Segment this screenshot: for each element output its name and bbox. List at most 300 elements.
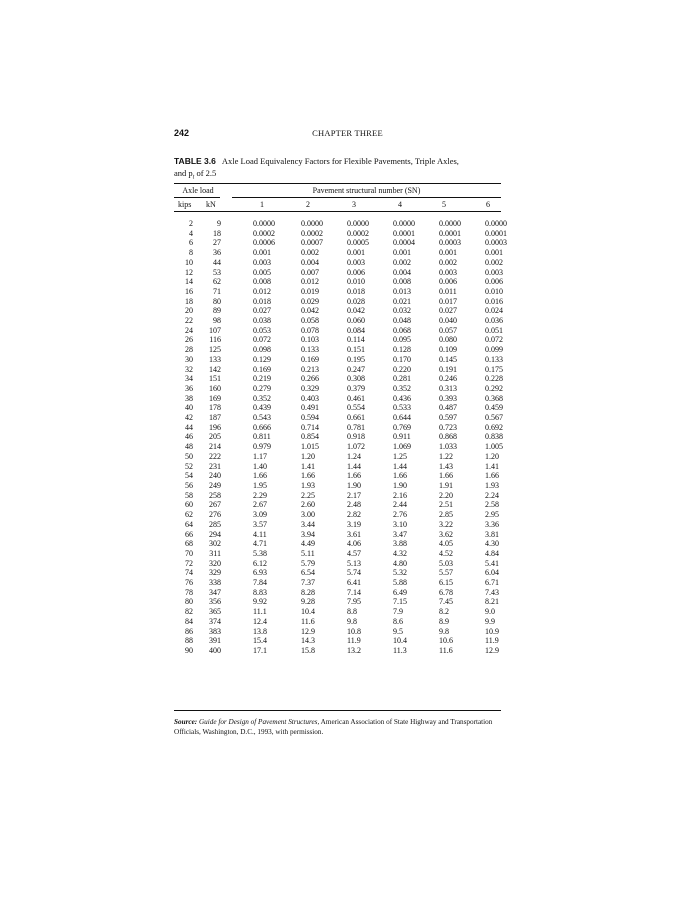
table-cell: 0.0000 [253,219,275,228]
table-cell: 3.22 [439,519,453,529]
table-cell: 107 [209,325,221,335]
table-cell: 0.979 [253,442,271,452]
table-cell: 3.36 [485,519,499,529]
table-cell: 133 [209,354,221,364]
table-cell: 7.84 [253,578,267,588]
table-cell: 5.79 [301,558,315,568]
table-cell: 3.88 [393,539,407,549]
table-row [174,268,531,278]
table-cell: 0.018 [347,286,365,296]
table-cell: 26 [185,335,193,345]
table-cell: 0.006 [347,267,365,277]
table-cell: 10.9 [485,626,499,636]
table-cell: 44 [213,257,221,267]
table-cell: 0.001 [347,248,365,258]
table-cell: 9.28 [301,597,315,607]
table-cell: 5.88 [393,578,407,588]
table-cell: 0.0002 [253,228,275,238]
table-cell: 0.692 [485,422,503,432]
table-cell: 2.20 [439,490,453,500]
table-cell: 7.95 [347,597,361,607]
table-cell: 0.019 [301,286,319,296]
table-cell: 160 [209,383,221,393]
table-row [174,287,531,297]
table-cell: 0.072 [253,335,271,345]
table-cell: 169 [209,393,221,403]
table-cell: 0.005 [253,267,271,277]
table-cell: 1.44 [393,461,407,471]
table-cell: 7.14 [347,587,361,597]
table-cell: 0.001 [485,248,503,258]
table-row [174,413,531,423]
table-cell: 9.0 [485,607,495,617]
table-cell: 6.41 [347,578,361,588]
table-cell: 0.769 [393,422,411,432]
table-cell: 0.080 [439,335,457,345]
table-cell: 1.66 [485,471,499,481]
caption-line2-prefix: and p [174,168,193,178]
table-cell: 320 [209,558,221,568]
table-cell: 0.0004 [393,238,415,248]
table-cell: 4.52 [439,548,453,558]
table-cell: 2.76 [393,510,407,520]
table-cell: 0.078 [301,325,319,335]
table-cell: 0.313 [439,383,457,393]
table-cell: 6.71 [485,578,499,588]
table-cell: 90 [185,645,193,655]
sn-rule [232,197,501,198]
table-row [174,462,531,472]
table-cell: 8.8 [347,607,357,617]
table-cell: 34 [185,374,193,384]
table-cell: 13.8 [253,626,267,636]
table-cell: 3.00 [301,510,315,520]
table-cell: 0.911 [393,432,411,442]
table-cell: 0.114 [347,335,365,345]
table-cell: 338 [209,578,221,588]
header-bottom-rule [174,211,501,212]
table-cell: 0.0005 [347,238,369,248]
table-cell: 6.54 [301,568,315,578]
table-cell: 1.033 [439,442,457,452]
table-cell: 0.048 [393,316,411,326]
table-cell: 0.292 [485,383,503,393]
table-cell: 0.918 [347,432,365,442]
table-cell: 0.027 [253,306,271,316]
table-cell: 42 [185,413,193,423]
table-cell: 0.008 [253,277,271,287]
table-cell: 8.83 [253,587,267,597]
table-cell: 2.51 [439,500,453,510]
table-cell: 71 [213,286,221,296]
column-header-sn3: 3 [352,200,356,209]
table-cell: 62 [185,510,193,520]
table-cell: 4.49 [301,539,315,549]
table-cell: 125 [209,345,221,355]
table-cell: 0.128 [393,345,411,355]
table-cell: 1.40 [253,461,267,471]
table-cell: 0.002 [439,257,457,267]
table-cell: 44 [185,422,193,432]
table-cell: 0.032 [393,306,411,316]
table-cell: 12 [185,267,193,277]
table-cell: 58 [185,490,193,500]
table-cell: 0.010 [485,286,503,296]
table-cell: 0.213 [301,364,319,374]
table-cell: 0.012 [301,277,319,287]
table-cell: 56 [185,480,193,490]
table-row [174,335,531,345]
table-cell: 15.4 [253,636,267,646]
table-cell: 0.008 [393,277,411,287]
table-cell: 3.61 [347,529,361,539]
table-cell: 2.17 [347,490,361,500]
table-row [174,559,531,569]
table-cell: 11.1 [253,607,267,617]
table-cell: 0.006 [439,277,457,287]
table-cell: 142 [209,364,221,374]
table-cell: 0.051 [485,325,503,335]
table-cell: 311 [209,548,221,558]
table-cell: 66 [185,529,193,539]
table-cell: 0.0001 [393,228,415,238]
table-cell: 258 [209,490,221,500]
table-cell: 1.41 [485,461,499,471]
table-row [174,277,531,287]
table-row [174,316,531,326]
table-cell: 391 [209,636,221,646]
table-cell: 0.594 [301,413,319,423]
table-cell: 10.4 [393,636,407,646]
table-cell: 74 [185,568,193,578]
table-caption [174,155,504,184]
table-cell: 11.3 [393,645,407,655]
table-cell: 1.90 [393,480,407,490]
table-cell: 1.20 [301,451,315,461]
table-cell: 11.6 [301,616,315,626]
table-cell: 7.9 [393,607,403,617]
table-cell: 22 [185,316,193,326]
table-cell: 0.195 [347,354,365,364]
table-cell: 0.403 [301,393,319,403]
table-cell: 0.057 [439,325,457,335]
table-cell: 0.151 [347,345,365,355]
table-cell: 1.66 [253,471,267,481]
table-row [174,617,531,627]
table-row [174,510,531,520]
table-row [174,384,531,394]
table-cell: 10.8 [347,626,361,636]
table-cell: 1.24 [347,451,361,461]
table-cell: 62 [213,277,221,287]
table-cell: 10.4 [301,607,315,617]
table-cell: 356 [209,597,221,607]
table-row [174,326,531,336]
table-cell: 0.487 [439,403,457,413]
table-row [174,238,531,248]
table-cell: 0.811 [253,432,271,442]
table-cell: 4 [189,228,193,238]
table-cell: 0.072 [485,335,503,345]
table-cell: 9.5 [393,626,403,636]
table-cell: 0.004 [393,267,411,277]
table-cell: 88 [185,636,193,646]
table-row [174,607,531,617]
table-cell: 302 [209,539,221,549]
table-cell: 3.57 [253,519,267,529]
table-cell: 0.461 [347,393,365,403]
table-cell: 0.0007 [301,238,323,248]
table-row [174,423,531,433]
table-row [174,258,531,268]
table-cell: 0.053 [253,325,271,335]
table-row [174,597,531,607]
source-title: Guide for Design of Pavement Structures, [198,718,320,726]
table-cell: 0.003 [253,257,271,267]
table-cell: 0.329 [301,383,319,393]
table-cell: 3.62 [439,529,453,539]
table-cell: 0.393 [439,393,457,403]
table-cell: 3.10 [393,519,407,529]
table-cell: 0.016 [485,296,503,306]
table-cell: 0.0000 [485,219,507,228]
table-cell: 0.661 [347,413,365,423]
table-row [174,297,531,307]
table-cell: 40 [185,403,193,413]
table-cell: 0.002 [393,257,411,267]
table-cell: 151 [209,374,221,384]
table-cell: 0.723 [439,422,457,432]
table-cell: 36 [185,383,193,393]
table-cell: 0.129 [253,354,271,364]
table-cell: 0.018 [253,296,271,306]
table-cell: 0.459 [485,403,503,413]
table-cell: 1.015 [301,442,319,452]
table-cell: 17.1 [253,645,267,655]
table-cell: 0.012 [253,286,271,296]
table-cell: 5.57 [439,568,453,578]
table-cell: 294 [209,529,221,539]
table-row [174,374,531,384]
table-cell: 0.838 [485,432,503,442]
table-cell: 1.41 [301,461,315,471]
table-cell: 18 [213,228,221,238]
table-cell: 0.352 [253,393,271,403]
table-cell: 0.191 [439,364,457,374]
table-cell: 0.352 [393,383,411,393]
table-cell: 8.2 [439,607,449,617]
table-cell: 8.21 [485,597,499,607]
table-cell: 0.0001 [485,228,507,238]
table-cell: 4.05 [439,539,453,549]
table-row [174,365,531,375]
table-cell: 0.0003 [439,238,461,248]
table-cell: 0.219 [253,374,271,384]
table-cell: 1.93 [485,480,499,490]
table-cell: 80 [213,296,221,306]
table-cell: 0.0000 [347,219,369,228]
table-cell: 1.90 [347,480,361,490]
table-cell: 18 [185,296,193,306]
table-cell: 1.069 [393,442,411,452]
table-cell: 0.013 [393,286,411,296]
table-row [174,471,531,481]
table-cell: 11.9 [347,636,361,646]
table-cell: 7.43 [485,587,499,597]
table-cell: 4.30 [485,539,499,549]
table-cell: 1.93 [301,480,315,490]
table-cell: 7.15 [393,597,407,607]
table-cell: 1.005 [485,442,503,452]
table-cell: 3.09 [253,510,267,520]
table-cell: 0.001 [253,248,271,258]
table-cell: 46 [185,432,193,442]
table-cell: 12.9 [485,645,499,655]
table-cell: 0.0000 [393,219,415,228]
table-cell: 2.44 [393,500,407,510]
table-cell: 38 [185,393,193,403]
column-header-kn: kN [206,200,216,209]
table-cell: 82 [185,607,193,617]
table-cell: 400 [209,645,221,655]
table-cell: 0.0006 [253,238,275,248]
table-cell: 231 [209,461,221,471]
table-cell: 0.002 [485,257,503,267]
table-cell: 4.32 [393,548,407,558]
column-header-sn1: 1 [260,200,264,209]
table-cell: 0.109 [439,345,457,355]
table-cell: 0.006 [485,277,503,287]
column-header-sn5: 5 [442,200,446,209]
table-cell: 0.228 [485,374,503,384]
table-cell: 0.029 [301,296,319,306]
table-row [174,481,531,491]
table-row [174,452,531,462]
table-cell: 3.44 [301,519,315,529]
table-cell: 0.042 [301,306,319,316]
table-cell: 178 [209,403,221,413]
table-row [174,646,531,656]
table-row [174,627,531,637]
table-cell: 2.29 [253,490,267,500]
table-cell: 54 [185,471,193,481]
table-cell: 2.48 [347,500,361,510]
table-cell: 0.644 [393,413,411,423]
table-cell: 14 [185,277,193,287]
column-header-sn2: 2 [306,200,310,209]
table-cell: 0.169 [253,364,271,374]
table-cell: 6.12 [253,558,267,568]
table-cell: 1.91 [439,480,453,490]
sn-header: Pavement structural number (SN) [312,186,421,195]
table-cell: 11.6 [439,645,453,655]
table-cell: 0.0001 [439,228,461,238]
table-cell: 249 [209,480,221,490]
table-cell: 0.781 [347,422,365,432]
table-cell: 1.17 [253,451,267,461]
table-cell: 0.002 [301,248,319,258]
table-cell: 0.279 [253,383,271,393]
table-cell: 4.06 [347,539,361,549]
table-cell: 36 [213,248,221,258]
table-cell: 1.43 [439,461,453,471]
table-cell: 0.017 [439,296,457,306]
table-cell: 0.491 [301,403,319,413]
table-cell: 0.0000 [439,219,461,228]
table-cell: 0.854 [301,432,319,442]
table-cell: 8.6 [393,616,403,626]
page-number: 242 [174,128,190,138]
table-cell: 1.44 [347,461,361,471]
table-cell: 240 [209,471,221,481]
table-row [174,530,531,540]
table-cell: 8.28 [301,587,315,597]
table-row [174,345,531,355]
table-row [174,568,531,578]
table-cell: 222 [209,451,221,461]
table-cell: 1.95 [253,480,267,490]
table-cell: 0.003 [439,267,457,277]
table-cell: 68 [185,539,193,549]
table-cell: 12.4 [253,616,267,626]
table-cell: 0.220 [393,364,411,374]
table-cell: 60 [185,500,193,510]
table-cell: 3.94 [301,529,315,539]
table-row [174,500,531,510]
table-cell: 14.3 [301,636,315,646]
table-cell: 2.67 [253,500,267,510]
table-cell: 5.13 [347,558,361,568]
table-cell: 0.533 [393,403,411,413]
table-cell: 365 [209,607,221,617]
table-cell: 187 [209,413,221,423]
table-cell: 0.036 [485,316,503,326]
table-cell: 0.003 [347,257,365,267]
table-cell: 30 [185,354,193,364]
table-cell: 86 [185,626,193,636]
table-cell: 2.16 [393,490,407,500]
table-cell: 76 [185,578,193,588]
table-cell: 1.072 [347,442,365,452]
table-cell: 0.439 [253,403,271,413]
table-cell: 7.45 [439,597,453,607]
table-cell: 10 [185,257,193,267]
table-cell: 9 [217,219,221,228]
table-row [174,248,531,258]
table-cell: 1.66 [393,471,407,481]
table-cell: 50 [185,451,193,461]
table-cell: 0.011 [439,286,457,296]
table-cell: 0.247 [347,364,365,374]
table-cell: 20 [185,306,193,316]
table-cell: 53 [213,267,221,277]
table-cell: 0.001 [439,248,457,258]
table-cell: 9.92 [253,597,267,607]
table-row [174,520,531,530]
table-cell: 0.084 [347,325,365,335]
table-cell: 0.040 [439,316,457,326]
table-cell: 196 [209,422,221,432]
table-cell: 10.6 [439,636,453,646]
table-cell: 267 [209,500,221,510]
table-cell: 3.19 [347,519,361,529]
table-cell: 5.03 [439,558,453,568]
table-cell: 24 [185,325,193,335]
table-cell: 0.021 [393,296,411,306]
table-cell: 4.71 [253,539,267,549]
table-cell: 1.66 [439,471,453,481]
table-cell: 0.0002 [347,228,369,238]
